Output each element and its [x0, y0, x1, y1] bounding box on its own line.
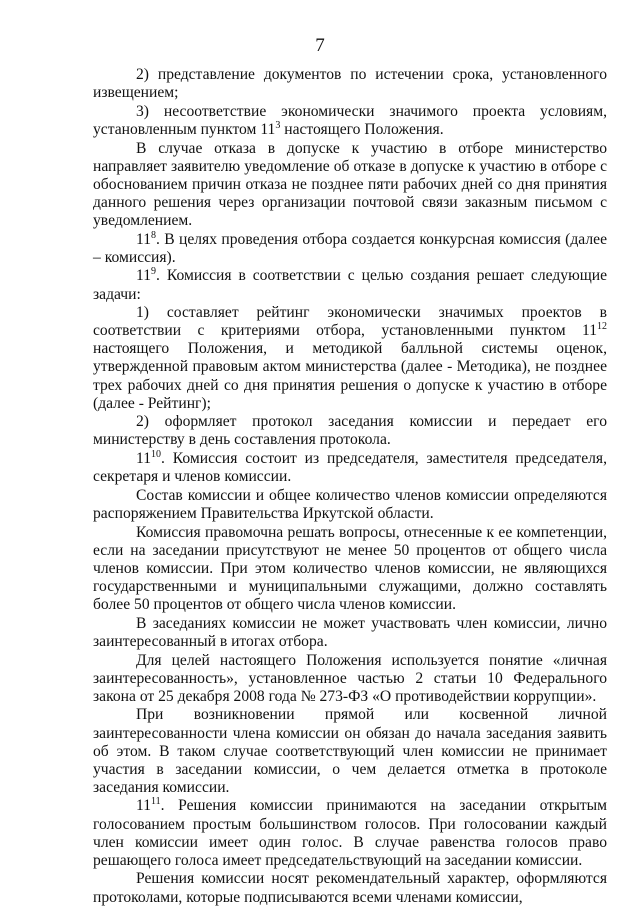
paragraph-interested-member: В заседаниях комиссии не может участвовать член комиссии, лично заинтересованный в итогах отбора.	[93, 614, 607, 650]
paragraph-refusal-notice: В случае отказа в допуске к участию в отборе министерство направляет заявителю уведомление об отказе в допуске к участию в отборе с обоснованием причин отказа не позднее пяти рабочих дней со дня принятия данного решения через организации почтовой связи заказным письмом с уведомлением.	[93, 139, 607, 229]
paragraph-interest-definition: Для целей настоящего Положения используется понятие «личная заинтересованность», установленное частью 2 статьи 10 Федерального закона от 25 декабря 2008 года № 273-ФЗ «О противодействии коррупции».	[93, 651, 607, 705]
paragraph-item-3: 3) несоответствие экономически значимого проекта условиям, установленным пунктом $11^3$ настоящего Положения.	[93, 102, 607, 138]
paragraph-conflict-of-interest: При возникновении прямой или косвенной личной заинтересованности члена комиссии он обязан до начала заседания заявить об этом. В таком случае соответствующий член комиссии не принимает участия в заседании комиссии, о чем делается отметка в протоколе заседания комиссии.	[93, 706, 607, 796]
document-body	[93, 66, 607, 907]
clause-11-11: $11^{11}$. Решения комиссии принимаются на заседании открытым голосованием простым большинством голосов. При голосовании каждый член комиссии имеет один голос. В случае равенства голосов право решающего голоса имеет председательствующий на заседании комиссии.	[93, 796, 607, 869]
clause-11-9: $11^9$. Комиссия в соответствии с целью создания решает следующие задачи:	[93, 266, 607, 303]
page-number: 7	[315, 35, 325, 56]
clause-11-8: $11^8$. В целях проведения отбора создается конкурсная комиссия (далее – комиссия).	[93, 229, 607, 266]
clause-11-10: $11^{10}$. Комиссия состоит из председателя, заместителя председателя, секретаря и членов комиссии.	[93, 449, 607, 486]
paragraph-quorum: Комиссия правомочна решать вопросы, отнесенные к ее компетенции, если на заседании присутствуют не менее 50 процентов от общего числа членов комиссии. При этом количество членов комиссии, не являющихся государственными и муниципальными служащими, должно составлять более 50 процентов от общего числа членов комиссии.	[93, 523, 607, 614]
task-item-1: 1) составляет рейтинг экономически значимых проектов в соответствии с критериями отбора, установленными пунктом $11^{12}$ настоящего Положения, и методикой балльной системы оценок, утвержденной правовым актом министерства (далее - Методика), не позднее трех рабочих дней со дня принятия решения о допуске к участию в отборе (далее - Рейтинг);	[93, 304, 607, 412]
paragraph-commission-composition: Состав комиссии и общее количество членов комиссии определяются распоряжением Правительства Иркутской области.	[93, 486, 607, 522]
paragraph-item-2: 2) представление документов по истечении срока, установленного извещением;	[93, 66, 607, 102]
paragraph-decisions-advisory: Решения комиссии носят рекомендательный характер, оформляются протоколами, которые подписываются всеми членами комиссии,	[93, 870, 607, 906]
task-item-2: 2) оформляет протокол заседания комиссии и передает его министерству в день составления протокола.	[93, 413, 607, 449]
